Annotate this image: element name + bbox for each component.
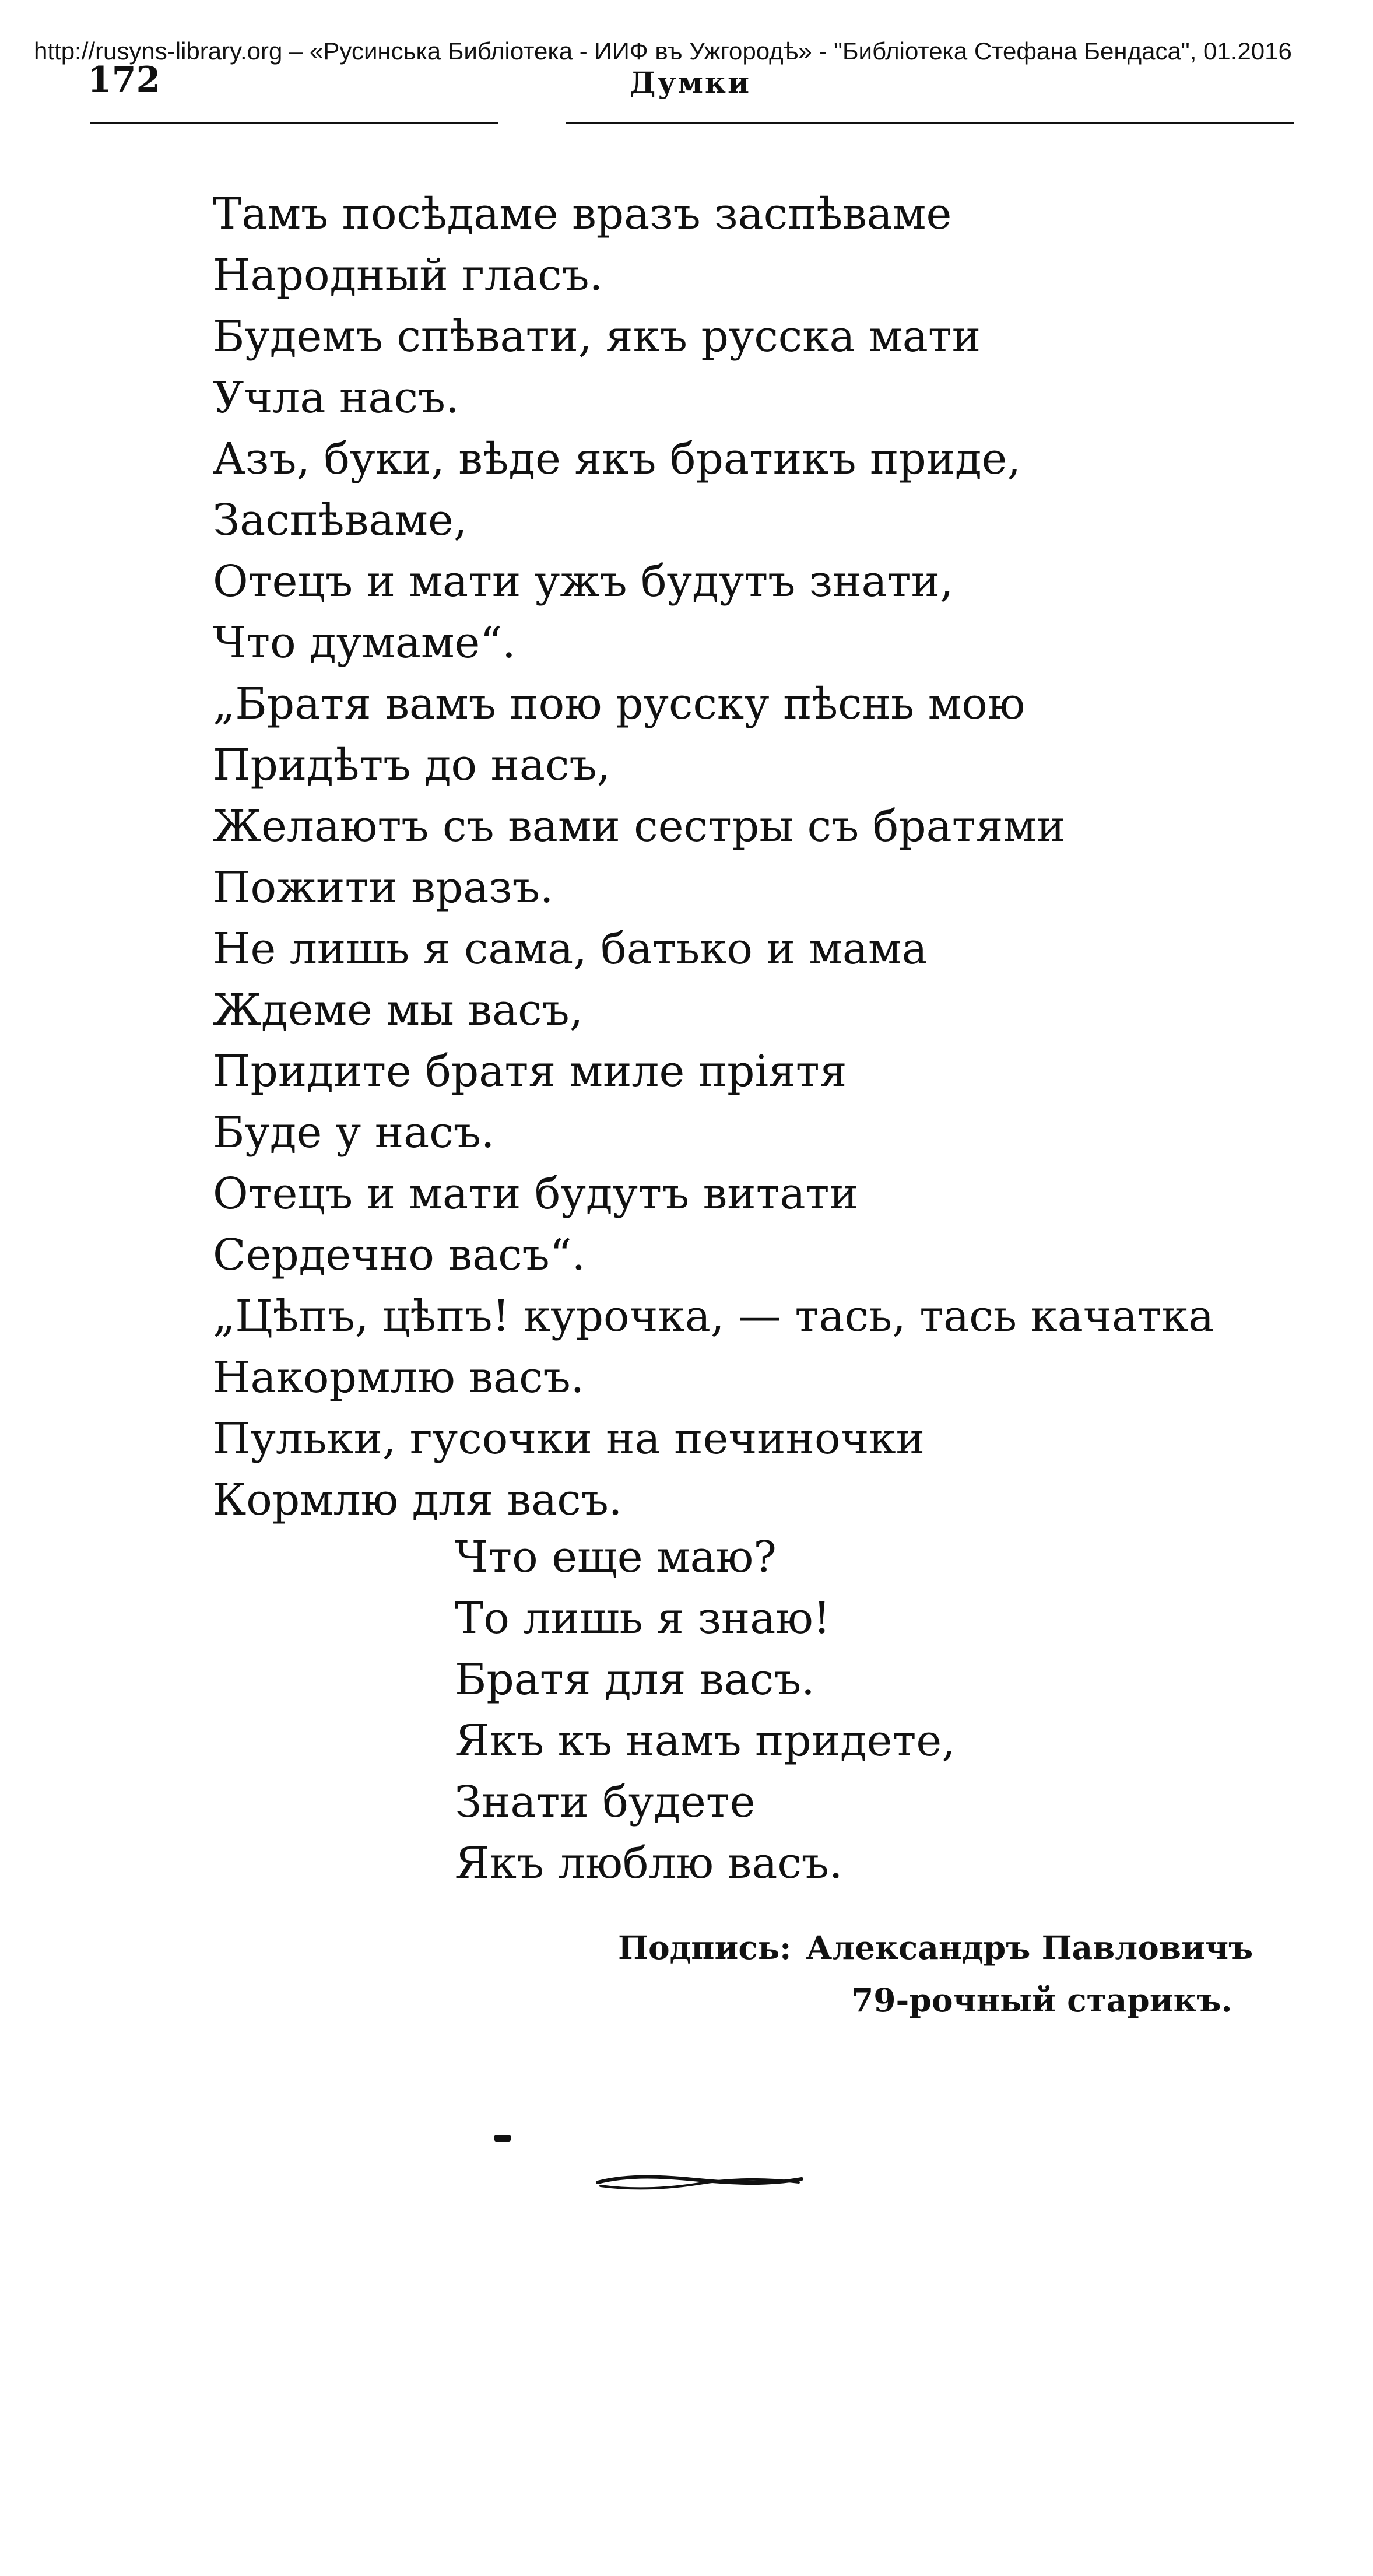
poem-line: Сердечно васъ“. bbox=[213, 1230, 586, 1280]
poem-line: Не лишь я сама, батько и мама bbox=[213, 924, 928, 974]
poem-line: Учла насъ. bbox=[213, 373, 459, 423]
coda-line: То лишь я знаю! bbox=[455, 1593, 831, 1643]
header-rule-right bbox=[566, 122, 1294, 124]
running-head: Думки bbox=[630, 65, 752, 100]
print-mark bbox=[494, 2135, 511, 2142]
poem-line: Отецъ и мати ужъ будутъ знати, bbox=[213, 556, 954, 607]
coda-line: Что еще маю? bbox=[455, 1532, 777, 1582]
signature-description: 79-рочный старикъ. bbox=[851, 1981, 1232, 2019]
signature-name: Александръ Павловичъ bbox=[806, 1929, 1253, 1967]
coda-line: Якъ люблю васъ. bbox=[455, 1838, 843, 1888]
signature-block bbox=[618, 1922, 1253, 2027]
coda-line: Братя для васъ. bbox=[455, 1655, 815, 1705]
poem-line: Накормлю васъ. bbox=[213, 1352, 585, 1403]
poem-line: Тамъ посѣдаме вразъ заспѣваме bbox=[213, 189, 952, 239]
poem-line: Что думаме“. bbox=[213, 618, 516, 668]
poem-line: Азъ, буки, вѣде якъ братикъ приде, bbox=[213, 434, 1021, 484]
coda-line: Знати будете bbox=[455, 1777, 756, 1827]
poem-coda bbox=[455, 1527, 1213, 1894]
header-rule-left bbox=[90, 122, 498, 124]
poem-line: Народный гласъ. bbox=[213, 250, 603, 300]
source-url-line: http://rusyns-library.org – «Русинська Библіотека - ИИФ въ Ужгородѣ» - "Библіотека Стефана Бендаса", 01.2016 bbox=[34, 37, 1292, 65]
coda-line: Якъ къ намъ придете, bbox=[455, 1716, 956, 1766]
poem-line: „Цѣпъ, цѣпъ! курочка, — тась, тась качатка bbox=[213, 1291, 1214, 1341]
signature-line bbox=[618, 1922, 1253, 1974]
poem-line: Пульки, гусочки на печиночки bbox=[213, 1414, 925, 1464]
poem-body bbox=[213, 184, 1303, 1531]
poem-line: Отецъ и мати будутъ витати bbox=[213, 1169, 858, 1219]
poem-line: „Братя вамъ пою русску пѣснь мою bbox=[213, 679, 1026, 729]
signature-label: Подпись: bbox=[618, 1929, 792, 1967]
poem-line: Ждеме мы васъ, bbox=[213, 985, 584, 1035]
poem-line: Желаютъ съ вами сестры съ братями bbox=[213, 801, 1066, 851]
poem-line: Буде у насъ. bbox=[213, 1107, 495, 1158]
poem-line: Придѣтъ до насъ, bbox=[213, 740, 611, 790]
poem-line: Будемъ спѣвати, якъ русска мати bbox=[213, 311, 981, 362]
poem-line: Кормлю для васъ. bbox=[213, 1475, 623, 1525]
poem-line: Придите братя миле пріятя bbox=[213, 1046, 847, 1096]
poem-line: Заспѣваме, bbox=[213, 495, 468, 545]
poem-line: Пожити вразъ. bbox=[213, 863, 554, 913]
page-number: 172 bbox=[87, 59, 161, 100]
ornament-divider-icon bbox=[595, 2164, 805, 2199]
